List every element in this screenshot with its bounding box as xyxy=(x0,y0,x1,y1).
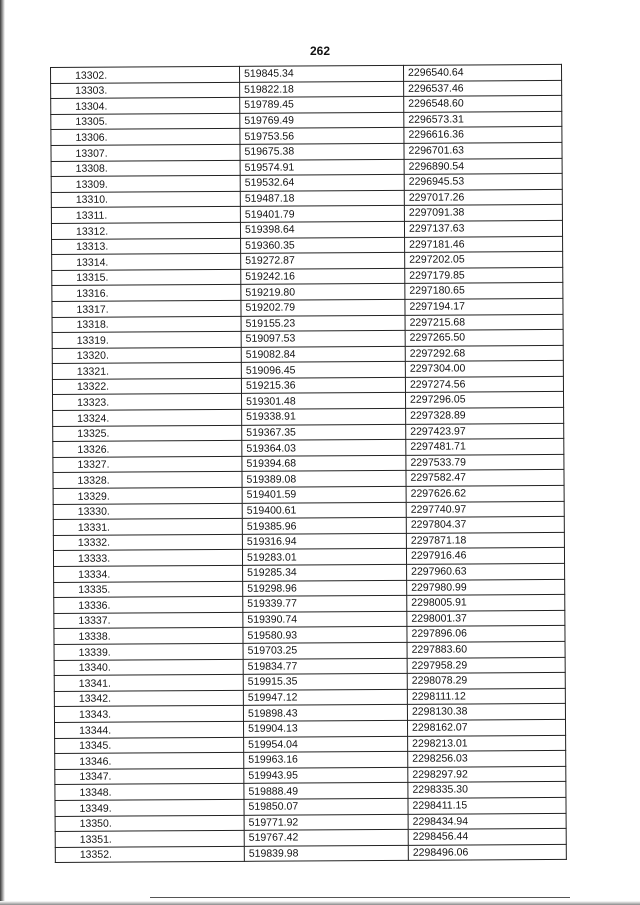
y-coordinate-cell: 2296573.31 xyxy=(404,111,562,128)
x-coordinate-cell: 519360.35 xyxy=(241,237,405,254)
x-coordinate-cell: 519283.01 xyxy=(242,549,406,566)
point-number-cell: 13332. xyxy=(53,534,242,551)
point-number-cell: 13321. xyxy=(52,363,241,380)
table-row xyxy=(55,844,566,863)
coordinates-table-container xyxy=(50,64,567,862)
x-coordinate-cell: 519301.48 xyxy=(241,393,405,410)
point-number-cell: 13328. xyxy=(53,472,242,489)
x-coordinate-cell: 519394.68 xyxy=(242,455,406,472)
point-number-cell: 13314. xyxy=(52,253,241,270)
y-coordinate-cell: 2297582.47 xyxy=(406,470,564,487)
y-coordinate-cell: 2298456.44 xyxy=(408,828,566,845)
x-coordinate-cell: 519771.92 xyxy=(244,814,408,831)
y-coordinate-cell: 2297017.26 xyxy=(404,189,562,206)
x-coordinate-cell: 519219.80 xyxy=(241,284,405,301)
point-number-cell: 13326. xyxy=(53,441,242,458)
x-coordinate-cell: 519155.23 xyxy=(241,315,405,332)
point-number-cell: 13327. xyxy=(53,456,242,473)
point-number-cell: 13302. xyxy=(51,66,240,83)
x-coordinate-cell: 519904.13 xyxy=(244,720,408,737)
y-coordinate-cell: 2297958.29 xyxy=(407,657,565,674)
y-coordinate-cell: 2298078.29 xyxy=(407,673,565,690)
point-number-cell: 13334. xyxy=(54,565,243,582)
point-number-cell: 13345. xyxy=(55,737,244,754)
point-number-cell: 13315. xyxy=(52,269,241,286)
y-coordinate-cell: 2296890.54 xyxy=(404,158,562,175)
y-coordinate-cell: 2296701.63 xyxy=(404,142,562,159)
coordinates-table xyxy=(50,64,567,863)
point-number-cell: 13324. xyxy=(53,409,242,426)
y-coordinate-cell: 2298001.37 xyxy=(407,610,565,627)
y-coordinate-cell: 2298213.01 xyxy=(408,735,566,752)
y-coordinate-cell: 2297091.38 xyxy=(404,205,562,222)
x-coordinate-cell: 519898.43 xyxy=(243,705,407,722)
y-coordinate-cell: 2298411.15 xyxy=(408,797,566,814)
x-coordinate-cell: 519789.45 xyxy=(240,97,404,114)
y-coordinate-cell: 2297181.46 xyxy=(405,236,563,253)
x-coordinate-cell: 519767.42 xyxy=(244,829,408,846)
x-coordinate-cell: 519487.18 xyxy=(240,190,404,207)
x-coordinate-cell: 519769.49 xyxy=(240,112,404,129)
x-coordinate-cell: 519338.91 xyxy=(242,408,406,425)
point-number-cell: 13325. xyxy=(53,425,242,442)
y-coordinate-cell: 2297481.71 xyxy=(406,439,564,456)
x-coordinate-cell: 519532.64 xyxy=(240,174,404,191)
point-number-cell: 13305. xyxy=(51,113,240,130)
x-coordinate-cell: 519097.53 xyxy=(241,330,405,347)
x-coordinate-cell: 519398.64 xyxy=(240,221,404,238)
point-number-cell: 13343. xyxy=(54,706,243,723)
x-coordinate-cell: 519285.34 xyxy=(243,564,407,581)
y-coordinate-cell: 2298434.94 xyxy=(408,813,566,830)
x-coordinate-cell: 519850.07 xyxy=(244,798,408,815)
y-coordinate-cell: 2298496.06 xyxy=(408,844,566,861)
point-number-cell: 13340. xyxy=(54,659,243,676)
y-coordinate-cell: 2297292.68 xyxy=(405,345,563,362)
x-coordinate-cell: 519082.84 xyxy=(241,346,405,363)
scan-edge-shadow xyxy=(0,0,5,905)
y-coordinate-cell: 2297423.97 xyxy=(406,423,564,440)
x-coordinate-cell: 519753.56 xyxy=(240,128,404,145)
x-coordinate-cell: 519400.61 xyxy=(242,502,406,519)
x-coordinate-cell: 519385.96 xyxy=(242,518,406,535)
x-coordinate-cell: 519316.94 xyxy=(242,533,406,550)
x-coordinate-cell: 519888.49 xyxy=(244,783,408,800)
y-coordinate-cell: 2297533.79 xyxy=(406,454,564,471)
point-number-cell: 13307. xyxy=(51,144,240,161)
x-coordinate-cell: 519367.35 xyxy=(242,424,406,441)
point-number-cell: 13350. xyxy=(55,815,244,832)
y-coordinate-cell: 2297265.50 xyxy=(405,329,563,346)
x-coordinate-cell: 519096.45 xyxy=(241,362,405,379)
x-coordinate-cell: 519675.38 xyxy=(240,143,404,160)
x-coordinate-cell: 519834.77 xyxy=(243,658,407,675)
y-coordinate-cell: 2296540.64 xyxy=(403,64,561,81)
y-coordinate-cell: 2297180.65 xyxy=(405,283,563,300)
x-coordinate-cell: 519943.95 xyxy=(244,767,408,784)
point-number-cell: 13312. xyxy=(51,222,240,239)
point-number-cell: 13310. xyxy=(51,191,240,208)
point-number-cell: 13330. xyxy=(53,503,242,520)
y-coordinate-cell: 2297328.89 xyxy=(406,407,564,424)
point-number-cell: 13317. xyxy=(52,300,241,317)
x-coordinate-cell: 519339.77 xyxy=(243,596,407,613)
point-number-cell: 13333. xyxy=(53,550,242,567)
point-number-cell: 13316. xyxy=(52,285,241,302)
x-coordinate-cell: 519822.18 xyxy=(240,81,404,98)
point-number-cell: 13346. xyxy=(55,752,244,769)
x-coordinate-cell: 519390.74 xyxy=(243,611,407,628)
point-number-cell: 13338. xyxy=(54,628,243,645)
bottom-rule xyxy=(150,897,570,898)
y-coordinate-cell: 2297916.46 xyxy=(406,548,564,565)
y-coordinate-cell: 2297871.18 xyxy=(406,532,564,549)
x-coordinate-cell: 519389.08 xyxy=(242,471,406,488)
y-coordinate-cell: 2296616.36 xyxy=(404,127,562,144)
point-number-cell: 13351. xyxy=(55,830,244,847)
point-number-cell: 13318. xyxy=(52,316,241,333)
y-coordinate-cell: 2298130.38 xyxy=(407,704,565,721)
x-coordinate-cell: 519215.36 xyxy=(241,377,405,394)
point-number-cell: 13304. xyxy=(51,98,240,115)
point-number-cell: 13303. xyxy=(51,82,240,99)
y-coordinate-cell: 2297215.68 xyxy=(405,314,563,331)
x-coordinate-cell: 519202.79 xyxy=(241,299,405,316)
point-number-cell: 13335. xyxy=(54,581,243,598)
y-coordinate-cell: 2296548.60 xyxy=(404,96,562,113)
y-coordinate-cell: 2297960.63 xyxy=(407,563,565,580)
y-coordinate-cell: 2298162.07 xyxy=(407,719,565,736)
point-number-cell: 13323. xyxy=(53,394,242,411)
x-coordinate-cell: 519839.98 xyxy=(244,845,408,862)
point-number-cell: 13311. xyxy=(51,207,240,224)
x-coordinate-cell: 519242.16 xyxy=(241,268,405,285)
point-number-cell: 13322. xyxy=(52,378,241,395)
x-coordinate-cell: 519954.04 xyxy=(244,736,408,753)
point-number-cell: 13339. xyxy=(54,643,243,660)
point-number-cell: 13344. xyxy=(55,721,244,738)
y-coordinate-cell: 2297980.99 xyxy=(407,579,565,596)
point-number-cell: 13306. xyxy=(51,129,240,146)
y-coordinate-cell: 2298297.92 xyxy=(408,766,566,783)
x-coordinate-cell: 519401.59 xyxy=(242,486,406,503)
y-coordinate-cell: 2297626.62 xyxy=(406,485,564,502)
point-number-cell: 13313. xyxy=(52,238,241,255)
y-coordinate-cell: 2297296.05 xyxy=(405,392,563,409)
y-coordinate-cell: 2297274.56 xyxy=(405,376,563,393)
point-number-cell: 13342. xyxy=(54,690,243,707)
y-coordinate-cell: 2298111.12 xyxy=(407,688,565,705)
x-coordinate-cell: 519845.34 xyxy=(239,65,403,82)
x-coordinate-cell: 519703.25 xyxy=(243,642,407,659)
y-coordinate-cell: 2297202.05 xyxy=(405,251,563,268)
point-number-cell: 13336. xyxy=(54,597,243,614)
y-coordinate-cell: 2297304.00 xyxy=(405,361,563,378)
coordinates-table-body xyxy=(51,64,567,862)
y-coordinate-cell: 2296537.46 xyxy=(404,80,562,97)
point-number-cell: 13348. xyxy=(55,784,244,801)
x-coordinate-cell: 519364.03 xyxy=(242,440,406,457)
x-coordinate-cell: 519298.96 xyxy=(243,580,407,597)
x-coordinate-cell: 519401.79 xyxy=(240,206,404,223)
point-number-cell: 13341. xyxy=(54,674,243,691)
point-number-cell: 13337. xyxy=(54,612,243,629)
point-number-cell: 13309. xyxy=(51,175,240,192)
point-number-cell: 13319. xyxy=(52,331,241,348)
point-number-cell: 13349. xyxy=(55,799,244,816)
x-coordinate-cell: 519947.12 xyxy=(243,689,407,706)
y-coordinate-cell: 2296945.53 xyxy=(404,174,562,191)
y-coordinate-cell: 2297179.85 xyxy=(405,267,563,284)
x-coordinate-cell: 519963.16 xyxy=(244,751,408,768)
x-coordinate-cell: 519574.91 xyxy=(240,159,404,176)
point-number-cell: 13320. xyxy=(52,347,241,364)
point-number-cell: 13329. xyxy=(53,487,242,504)
point-number-cell: 13347. xyxy=(55,768,244,785)
y-coordinate-cell: 2298005.91 xyxy=(407,595,565,612)
y-coordinate-cell: 2297194.17 xyxy=(405,298,563,315)
scan-bottom-shadow xyxy=(0,901,640,905)
point-number-cell: 13308. xyxy=(51,160,240,177)
y-coordinate-cell: 2297804.37 xyxy=(406,517,564,534)
page-number: 262 xyxy=(309,44,331,58)
x-coordinate-cell: 519915.35 xyxy=(243,673,407,690)
y-coordinate-cell: 2298335.30 xyxy=(408,782,566,799)
x-coordinate-cell: 519272.87 xyxy=(241,252,405,269)
y-coordinate-cell: 2298256.03 xyxy=(408,750,566,767)
point-number-cell: 13331. xyxy=(53,519,242,536)
y-coordinate-cell: 2297137.63 xyxy=(404,220,562,237)
y-coordinate-cell: 2297883.60 xyxy=(407,641,565,658)
y-coordinate-cell: 2297740.97 xyxy=(406,501,564,518)
point-number-cell: 13352. xyxy=(55,846,244,863)
x-coordinate-cell: 519580.93 xyxy=(243,627,407,644)
y-coordinate-cell: 2297896.06 xyxy=(407,626,565,643)
